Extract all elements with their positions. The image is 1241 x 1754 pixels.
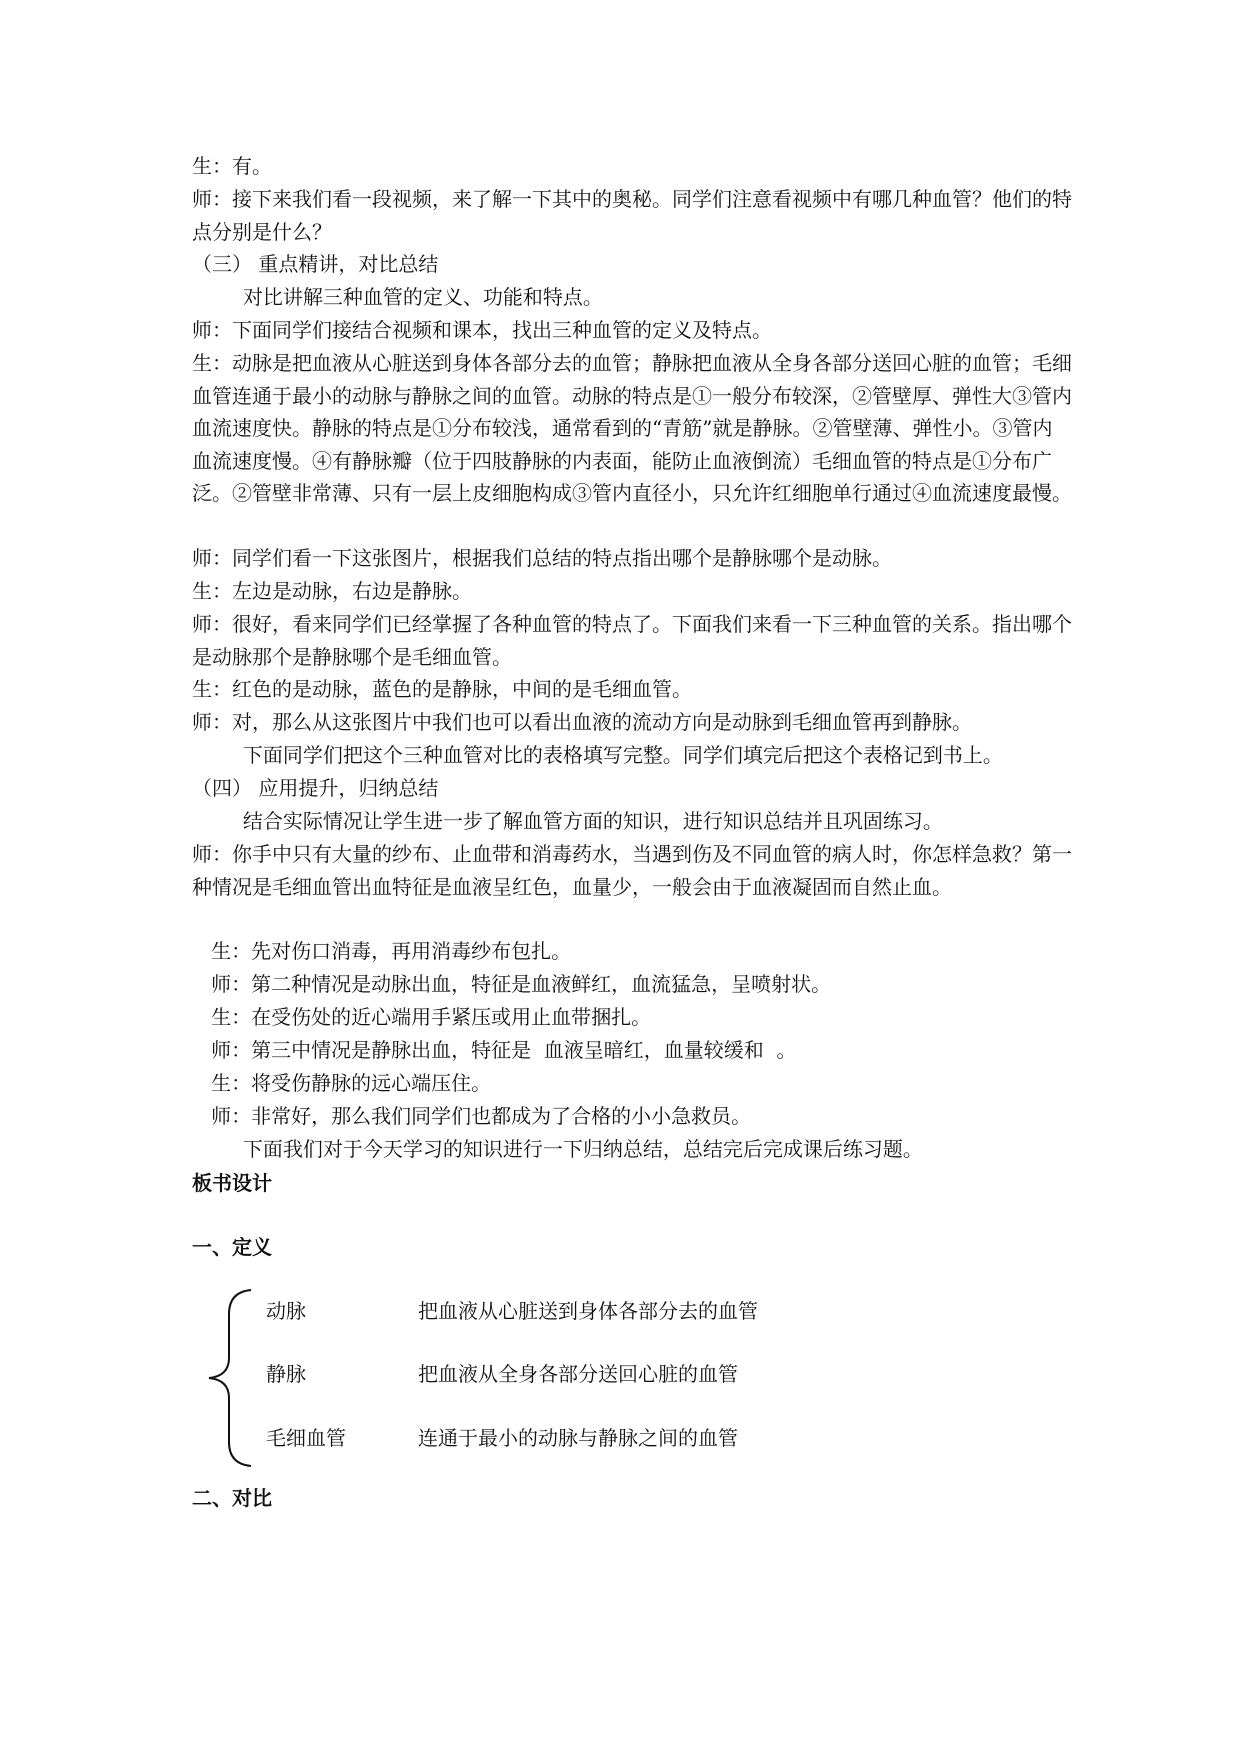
definition-desc-vein: 把血液从全身各部分送回心脏的血管: [418, 1362, 738, 1386]
section-comparison-title: 二、对比: [192, 1486, 272, 1510]
definition-desc-artery: 把血液从心脏送到身体各部分去的血管: [418, 1299, 758, 1323]
paragraph-4: 对比讲解三种血管的定义、功能和特点。: [192, 285, 603, 309]
paragraph-15: 师：你手中只有大量的纱布、止血带和消毒药水，当遇到伤及不同血管的病人时，你怎样急救？第一种情况是毛细血管出血特征是血液呈红色，血量少，一般会由于血液凝固而自然止血。: [192, 842, 1072, 899]
section-definition-title: 一、定义: [192, 1235, 272, 1259]
paragraph-11: 师：对，那么从这张图片中我们也可以看出血液的流动方向是动脉到毛细血管再到静脉。: [192, 710, 972, 734]
paragraph-6: 生：动脉是把血液从心脏送到身体各部分去的血管；静脉把血液从全身各部分送回心脏的血管；毛细血管连通于最小的动脉与静脉之间的血管。动脉的特点是①一般分布较深，②管壁厚、弹性大③管内血流速度快。静脉的特点是①分布较浅，通常看到的“青筋”就是静脉。②管壁薄、弹性小。③管内血流速度慢。④有静脉瓣（位于四肢静脉的内表面，能防止血液倒流）毛细血管的特点是①分布广泛。②管壁非常薄、只有一层上皮细胞构成③管内直径小，只允许红细胞单行通过④血流速度最慢。: [192, 351, 1072, 505]
paragraph-7: 师：同学们看一下这张图片，根据我们总结的特点指出哪个是静脉哪个是动脉。: [192, 546, 892, 570]
paragraph-18: 生：在受伤处的近心端用手紧压或用止血带捆扎。: [192, 1005, 652, 1029]
section-heading-3: （三） 重点精讲，对比总结: [192, 252, 439, 276]
paragraph-8: 生：左边是动脉，右边是静脉。: [192, 579, 472, 603]
paragraph-9: 师：很好，看来同学们已经掌握了各种血管的特点了。下面我们来看一下三种血管的关系。指出哪个是动脉那个是静脉哪个是毛细血管。: [192, 612, 1072, 669]
curly-brace-icon: [205, 1288, 255, 1468]
definition-term-artery: 动脉: [266, 1299, 306, 1323]
definition-term-vein: 静脉: [266, 1362, 306, 1386]
paragraph-19: 师：第三中情况是静脉出血，特征是 血液呈暗红，血量较缓和 。: [192, 1038, 797, 1062]
paragraph-14: 结合实际情况让学生进一步了解血管方面的知识，进行知识总结并且巩固练习。: [192, 809, 943, 833]
paragraph-12: 下面同学们把这个三种血管对比的表格填写完整。同学们填完后把这个表格记到书上。: [192, 743, 1003, 767]
paragraph-2: 师：接下来我们看一段视频，来了解一下其中的奥秘。同学们注意看视频中有哪几种血管？他们的特点分别是什么？: [192, 187, 1072, 244]
section-heading-13: （四） 应用提升，归纳总结: [192, 776, 439, 800]
paragraph-5: 师：下面同学们接结合视频和课本，找出三种血管的定义及特点。: [192, 318, 772, 342]
definition-term-capillary: 毛细血管: [266, 1426, 346, 1450]
paragraph-10: 生：红色的是动脉，蓝色的是静脉，中间的是毛细血管。: [192, 677, 692, 701]
paragraph-1: 生：有。: [192, 154, 272, 178]
paragraph-16: 生：先对伤口消毒，再用消毒纱布包扎。: [192, 939, 572, 963]
paragraph-21: 师：非常好，那么我们同学们也都成为了合格的小小急救员。: [192, 1104, 752, 1128]
paragraph-22: 下面我们对于今天学习的知识进行一下归纳总结，总结完后完成课后练习题。: [192, 1137, 923, 1161]
board-design-title: 板书设计: [192, 1171, 272, 1195]
definition-desc-capillary: 连通于最小的动脉与静脉之间的血管: [418, 1426, 738, 1450]
paragraph-17: 师：第二种情况是动脉出血，特征是血液鲜红，血流猛急，呈喷射状。: [192, 972, 832, 996]
paragraph-20: 生：将受伤静脉的远心端压住。: [192, 1071, 492, 1095]
